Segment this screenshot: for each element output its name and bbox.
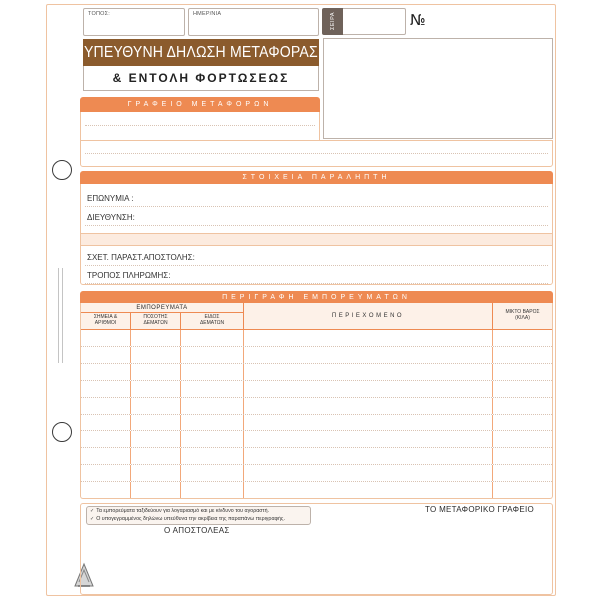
recipient-heading	[80, 171, 553, 184]
goods-heading	[80, 291, 553, 303]
table-cell	[131, 431, 181, 447]
table-cell	[244, 330, 493, 346]
table-cell	[181, 448, 244, 464]
table-cell	[131, 482, 181, 498]
table-cell	[181, 465, 244, 481]
dotted-line	[85, 153, 548, 154]
table-cell	[181, 482, 244, 498]
fine-print-mark	[57, 268, 66, 363]
table-cell	[493, 482, 552, 498]
table-cell	[131, 415, 181, 431]
column-header-marks: ΣΗΜΕΙΑ & ΑΡΙΘΜΟΙ	[81, 313, 131, 329]
series-label: ΣΕΙΡΑ	[329, 12, 336, 31]
carrier-signature-label: ΤΟ ΜΕΤΑΦΟΡΙΚΟ ΓΡΑΦΕΙΟ	[425, 505, 535, 514]
stamp-box	[323, 38, 553, 139]
table-cell	[493, 364, 552, 380]
table-cell	[131, 347, 181, 363]
recipient-name-row	[85, 191, 548, 207]
table-row	[81, 465, 552, 482]
table-row	[81, 415, 552, 432]
table-row	[81, 364, 552, 381]
table-cell	[244, 415, 493, 431]
form-title: ΥΠΕΥΘΥΝΗ ΔΗΛΩΣΗ ΜΕΤΑΦΟΡΑΣ	[84, 43, 318, 61]
table-cell	[81, 431, 131, 447]
check-icon: ✓	[90, 508, 95, 514]
table-cell	[81, 330, 131, 346]
table-cell	[181, 381, 244, 397]
goods-table-body	[81, 330, 552, 498]
table-cell	[493, 448, 552, 464]
table-cell	[244, 347, 493, 363]
table-cell	[244, 381, 493, 397]
number-label: №	[410, 11, 426, 29]
series-tab	[322, 8, 343, 35]
table-cell	[244, 448, 493, 464]
table-cell	[493, 465, 552, 481]
punch-hole	[52, 422, 72, 442]
series-field	[343, 8, 406, 35]
transport-office-heading	[80, 97, 320, 112]
table-row	[81, 448, 552, 465]
shipment-box	[80, 245, 553, 285]
table-row	[81, 482, 552, 498]
column-header-gross-weight: ΜΙΚΤΟ ΒΑΡΟΣ (ΚΙΛΑ)	[505, 309, 540, 321]
column-header-package-type: ΕΙΔΟΣ ΔΕΜΑΤΩΝ	[199, 314, 225, 326]
table-cell	[181, 364, 244, 380]
declaration-notes	[86, 506, 311, 525]
table-cell	[493, 381, 552, 397]
declaration-note-text: Τα εμπορεύματα ταξιδεύουν για λογαριασμό και με κίνδυνο του αγοραστή.	[96, 508, 270, 514]
table-cell	[81, 415, 131, 431]
table-cell	[131, 364, 181, 380]
punch-hole	[52, 160, 72, 180]
payment-method-row	[85, 268, 548, 284]
table-cell	[131, 465, 181, 481]
subtitle-box	[83, 66, 319, 91]
table-cell	[493, 330, 552, 346]
table-cell	[244, 431, 493, 447]
table-cell	[81, 482, 131, 498]
column-header-contents: ΠΕΡΙΕΧΟΜΕΝΟ	[244, 303, 493, 329]
transport-office-box	[80, 112, 320, 140]
place-label: ΤΟΠΟΣ:	[88, 11, 110, 17]
recipient-heading-text: ΣΤΟΙΧΕΙΑ ΠΑΡΑΛΗΠΤΗ	[242, 174, 391, 181]
recipient-address-row	[85, 210, 548, 226]
recipient-separator	[80, 234, 553, 245]
table-cell	[81, 364, 131, 380]
recipient-box	[80, 184, 553, 234]
check-icon: ✓	[90, 515, 95, 522]
goods-group-title: ΕΜΠΟΡΕΥΜΑΤΑ	[81, 303, 243, 313]
goods-group-header	[81, 303, 244, 329]
table-row	[81, 330, 552, 347]
dispatch-doc-row	[85, 250, 548, 266]
declaration-note-text: Ο υπογεγραμμένος δηλώνω υπεύθυνα την ακρίβεια της παραπάνω περιγραφής.	[96, 515, 285, 522]
table-cell	[131, 448, 181, 464]
table-row	[81, 431, 552, 448]
date-field	[188, 8, 319, 36]
table-cell	[181, 415, 244, 431]
declaration-note	[90, 516, 307, 524]
transport-office-heading-text: ΓΡΑΦΕΙΟ ΜΕΤΑΦΟΡΩΝ	[127, 101, 273, 108]
sender-signature-label: Ο ΑΠΟΣΤΟΛΕΑΣ	[164, 526, 230, 535]
table-cell	[244, 398, 493, 414]
column-header-quantity: ΠΟΣΟΤΗΣ ΔΕΜΑΤΩΝ	[131, 313, 181, 329]
place-field	[83, 8, 185, 36]
transport-office-row	[80, 140, 553, 167]
form-subtitle: & ΕΝΤΟΛΗ ΦΟΡΤΩΣΕΩΣ	[112, 71, 290, 85]
recipient-address-label: ΔΙΕΥΘΥΝΣΗ:	[87, 213, 135, 222]
table-cell	[81, 347, 131, 363]
declaration-note	[90, 508, 307, 516]
table-row	[81, 381, 552, 398]
goods-heading-text: ΠΕΡΙΓΡΑΦΗ ΕΜΠΟΡΕΥΜΑΤΩΝ	[222, 293, 411, 301]
goods-table-header	[81, 303, 552, 330]
recipient-name-label: ΕΠΩΝΥΜΙΑ :	[87, 194, 134, 203]
table-cell	[81, 448, 131, 464]
table-cell	[81, 398, 131, 414]
table-cell	[181, 347, 244, 363]
table-cell	[181, 330, 244, 346]
dispatch-doc-label: ΣΧΕΤ. ΠΑΡΑΣΤ.ΑΠΟΣΤΟΛΗΣ:	[87, 253, 195, 262]
table-cell	[244, 465, 493, 481]
table-cell	[181, 431, 244, 447]
table-cell	[493, 347, 552, 363]
table-row	[81, 347, 552, 364]
table-cell	[244, 364, 493, 380]
goods-table	[80, 303, 553, 499]
dotted-line	[85, 125, 315, 126]
date-label: ΗΜΕΡ/ΝΙΑ	[193, 11, 222, 17]
table-cell	[81, 381, 131, 397]
table-cell	[81, 465, 131, 481]
table-cell	[131, 398, 181, 414]
table-cell	[493, 415, 552, 431]
table-cell	[493, 398, 552, 414]
table-cell	[131, 381, 181, 397]
title-banner	[83, 39, 319, 66]
table-cell	[244, 482, 493, 498]
table-cell	[131, 330, 181, 346]
table-cell	[181, 398, 244, 414]
payment-method-label: ΤΡΟΠΟΣ ΠΛΗΡΩΜΗΣ:	[87, 271, 171, 280]
table-row	[81, 398, 552, 415]
table-cell	[493, 431, 552, 447]
